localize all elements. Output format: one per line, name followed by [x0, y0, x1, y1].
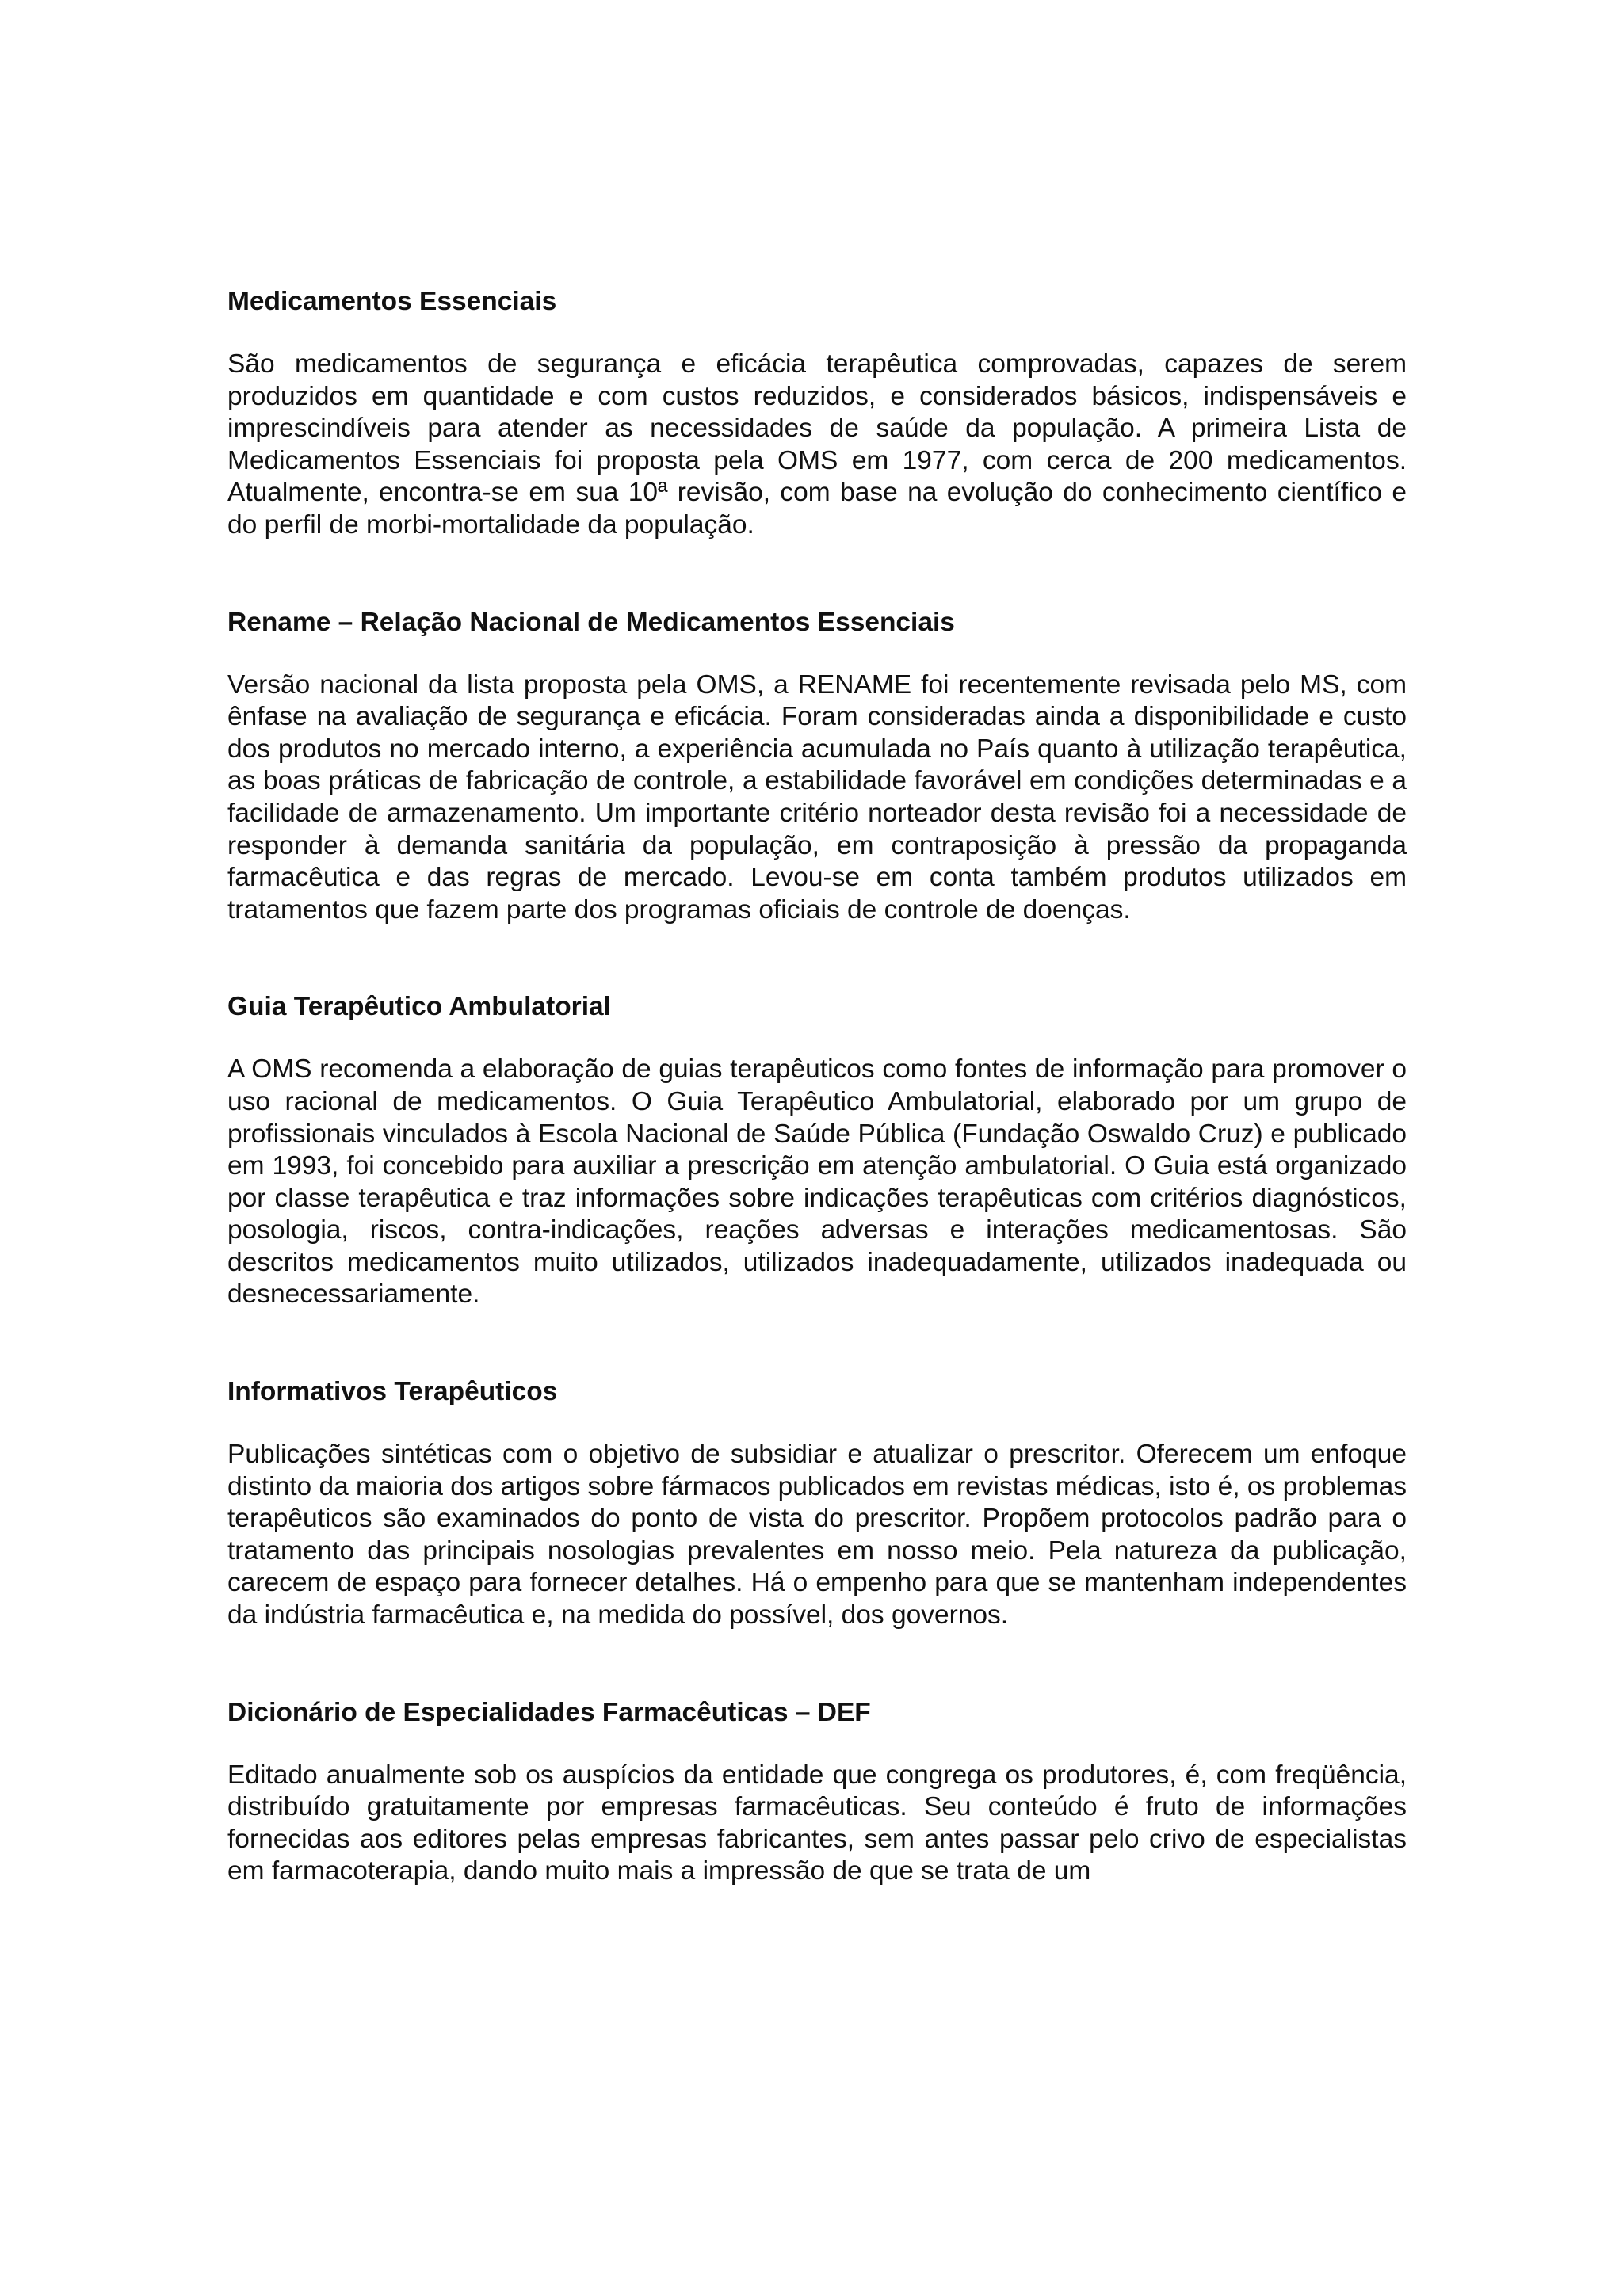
section-spacer: [227, 1632, 1407, 1696]
section-paragraph: Publicações sintéticas com o objetivo de subsidiar e atualizar o prescritor. Oferecem um enfoque distinto da maioria dos artigos sobre fármacos publicados em revistas médicas, isto é, os problemas terapêuticos são examinados do ponto de vista do prescritor. Propõem protocolos padrão para o tratamento das principais nosologias prevalentes em nosso meio. Pela natureza da publicação, carecem de espaço para fornecer detalhes. Há o empenho para que se mantenham independentes da indústria farmacêutica e, na medida do possível, dos governos.: [227, 1440, 1407, 1630]
section-guia-terapeutico: [227, 990, 1407, 1311]
section-medicamentos-essenciais: [227, 285, 1407, 542]
document-page: [227, 285, 1407, 1888]
section-title: Dicionário de Especialidades Farmacêuticas – DEF: [227, 1697, 871, 1727]
section-informativos-terapeuticos: [227, 1375, 1407, 1632]
section-rename: [227, 606, 1407, 927]
section-paragraph: Editado anualmente sob os auspícios da entidade que congrega os produtores, é, com freqüência, distribuído gratuitamente por empresas farmacêuticas. Seu conteúdo é fruto de informações fornecidas aos editores pelas empresas fabricantes, sem antes passar pelo crivo de especialistas em farmacoterapia, dando muito mais a impressão de que se trata de um: [227, 1760, 1407, 1886]
section-paragraph: A OMS recomenda a elaboração de guias terapêuticos como fontes de informação para promover o uso racional de medicamentos. O Guia Terapêutico Ambulatorial, elaborado por um grupo de profissionais vinculados à Escola Nacional de Saúde Pública (Fundação Oswaldo Cruz) e publicado em 1993, foi concebido para auxiliar a prescrição em atenção ambulatorial. O Guia está organizado por classe terapêutica e traz informações sobre indicações terapêuticas com critérios diagnósticos, posologia, riscos, contra-indicações, reações adversas e interações medicamentosas. São descritos medicamentos muito utilizados, utilizados inadequadamente, utilizados inadequada ou desnecessariamente.: [227, 1055, 1407, 1310]
section-paragraph: São medicamentos de segurança e eficácia terapêutica comprovadas, capazes de serem produzidos em quantidade e com custos reduzidos, e considerados básicos, indispensáveis e imprescindíveis para atender as necessidades de saúde da população. A primeira Lista de Medicamentos Essenciais foi proposta pela OMS em 1977, com cerca de 200 medicamentos. Atualmente, encontra-se em sua 10ª revisão, com base na evolução do conhecimento científico e do perfil de morbi-mortalidade da população.: [227, 349, 1407, 540]
section-paragraph: Versão nacional da lista proposta pela OMS, a RENAME foi recentemente revisada pelo MS, com ênfase na avaliação de segurança e eficácia. Foram consideradas ainda a disponibilidade e custo dos produtos no mercado interno, a experiência acumulada no País quanto à utilização terapêutica, as boas práticas de fabricação de controle, a estabilidade favorável em condições determinadas e a facilidade de armazenamento. Um importante critério norteador desta revisão foi a necessidade de responder à demanda sanitária da população, em contraposição à pressão da propaganda farmacêutica e das regras de mercado. Levou-se em conta também produtos utilizados em tratamentos que fazem parte dos programas oficiais de controle de doenças.: [227, 669, 1407, 925]
section-title: Informativos Terapêuticos: [227, 1377, 558, 1407]
section-title: Guia Terapêutico Ambulatorial: [227, 992, 611, 1022]
section-spacer: [227, 1311, 1407, 1375]
section-spacer: [227, 542, 1407, 606]
section-spacer: [227, 926, 1407, 990]
section-title: Rename – Relação Nacional de Medicamentos Essenciais: [227, 607, 955, 637]
section-def: [227, 1696, 1407, 1888]
section-title: Medicamentos Essenciais: [227, 287, 557, 316]
